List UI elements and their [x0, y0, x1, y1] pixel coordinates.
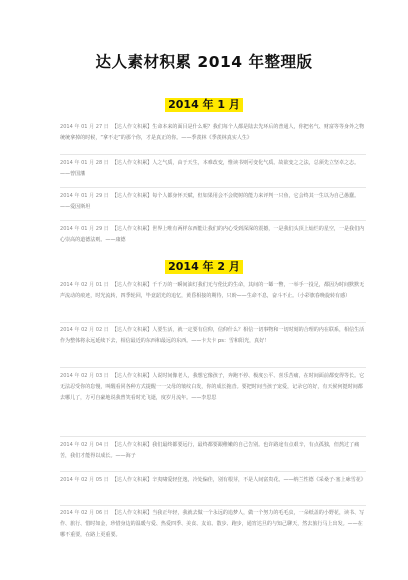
document-title: 达人素材积累 2014 年整理版 [95, 53, 313, 71]
entry-tag: 【达人作文积累】 [111, 373, 153, 379]
section-heading-feb [0, 260, 408, 274]
entry-date: 2014 年 02 月 05 日 [60, 477, 109, 483]
entry-date: 2014 年 02 月 03 日 [60, 373, 109, 379]
divider [60, 471, 366, 472]
entry-tag: 【达人作文积累】 [111, 124, 153, 130]
entry-text: 我们最终都要远行，最终都要跟稚嫩的自己告别。也许路途有点艰辛，有点孤独，但熬过了痛苦，我们才能得以成长。——海子 [60, 442, 360, 459]
divider [60, 436, 366, 437]
entry-text: 生命本来的面目是什么呢？我们每个人都是陆去先环后的普通人，你把名气、财富等等身外之物统统拿掉的时候，“拿不走”的那个你，才是真正的你。——季羡林《季羡林真实人生》 [60, 124, 365, 141]
entry-feb-05 [60, 475, 366, 486]
divider [60, 322, 366, 323]
entry-date: 2014 年 01 月 28 日 [60, 160, 109, 166]
entry-text: 每个人都身怀天赋，但如果用会不会爬树的能力来评判一只鱼，它会终其一生以为自己愚蠢。——爱因斯坦 [60, 193, 360, 210]
entry-jan-28 [60, 158, 366, 180]
entry-tag: 【达人作文积累】 [111, 193, 153, 199]
entry-feb-04 [60, 440, 366, 462]
entry-feb-01 [60, 280, 366, 302]
entry-date: 2014 年 01 月 29 日 [60, 226, 109, 232]
entry-date: 2014 年 01 月 27 日 [60, 124, 109, 130]
entry-feb-03 [60, 371, 366, 404]
section-heading-label: 2014 年 2 月 [165, 260, 243, 274]
divider [60, 367, 366, 368]
entry-date: 2014 年 01 月 29 日 [60, 193, 109, 199]
entry-text: 当我正年轻，我就去做一个永远的追梦人，做一个努力的毛毛虫，一朵纸盖的小野花，读书、写作、旅行、惜时如金，珍惜身边的温暖与爱、热爱四季、美食、友谊、散步、跑步，通宵达旦的与知己聊天，然去旅行马上出发。——在哪不重要，在路上更重要。 [60, 510, 365, 538]
entry-text: 世界上唯有两样东西能让我们的内心受到深深的震撼，一是我们头顶上灿烂的星空，一是我们内心崇高的道德法则。——康德 [60, 226, 365, 243]
section-heading-label: 2014 年 1 月 [165, 98, 243, 112]
entry-feb-02 [60, 325, 366, 347]
entry-text: 辛夷啸爱轻狂逸，冷处偏佳，别有根芽，不是人间富贵花。——纳兰性德《采桑子·塞上咏雪花》 [152, 477, 366, 483]
entry-tag: 【达人作文积累】 [111, 160, 153, 166]
entry-date: 2014 年 02 月 06 日 [60, 510, 109, 516]
divider [60, 187, 366, 188]
entry-tag: 【达人作文积累】 [111, 327, 153, 333]
entry-tag: 【达人作文积累】 [111, 226, 153, 232]
entry-date: 2014 年 02 月 04 日 [60, 442, 109, 448]
divider [60, 505, 366, 506]
entry-jan-29a [60, 191, 366, 213]
entry-date: 2014 年 02 月 01 日 [60, 282, 109, 288]
section-heading-jan [0, 98, 408, 112]
entry-tag: 【达人作文积累】 [111, 442, 153, 448]
entry-feb-06 [60, 508, 366, 541]
divider [60, 154, 366, 155]
entry-tag: 【达人作文积累】 [111, 477, 153, 483]
entry-text: 人要生活，就一定要有信仰，信仰什么？相信一切事物和一切时刻的合理的内在联系，相信生活作为整体将永远延续下去，相信最近的东西和最远的东西。——卡夫卡 ps：雪和阳光，真好！ [60, 327, 365, 344]
entry-tag: 【达人作文积累】 [111, 282, 153, 288]
entry-date: 2014 年 02 月 02 日 [60, 327, 109, 333]
entry-jan-27 [60, 122, 366, 144]
entry-text: 千千万的一瞬间油灯我们无与伦比的生命，其间的一颦一瞥，一举手一投足，都因为时间默默无声流动的痕迹，时光流转，四季轮回，毕竟韶光的追忆，黄昏相接的期待，只盼——生命不息，奋斗不止。（小彩旗春晚旋转有感） [60, 282, 365, 299]
entry-tag: 【达人作文积累】 [111, 510, 153, 516]
entry-jan-29b [60, 224, 366, 246]
divider [60, 220, 366, 221]
entry-text: 人说时间像老人，我想它像孩子，奔跑不停、极度公平、喜乐苦痛，在时间面前都变得等长。它无法忍受你的怠慢，叫醒看同各种方式提醒一一父母的皱纹白发，你的成长拖沓。要把时间当孩子宠爱，记录它的好，有天候何挺时间都去哪儿了，方可自豪地说我曾笑看时光飞逝，度岁月流年。——李思思 [60, 373, 365, 401]
entry-text: 人之气质，由于天生，本难改变，惟读书则可变化气质。故欲变之之法，总须先立坚卓之志。——曾国藩 [60, 160, 360, 177]
